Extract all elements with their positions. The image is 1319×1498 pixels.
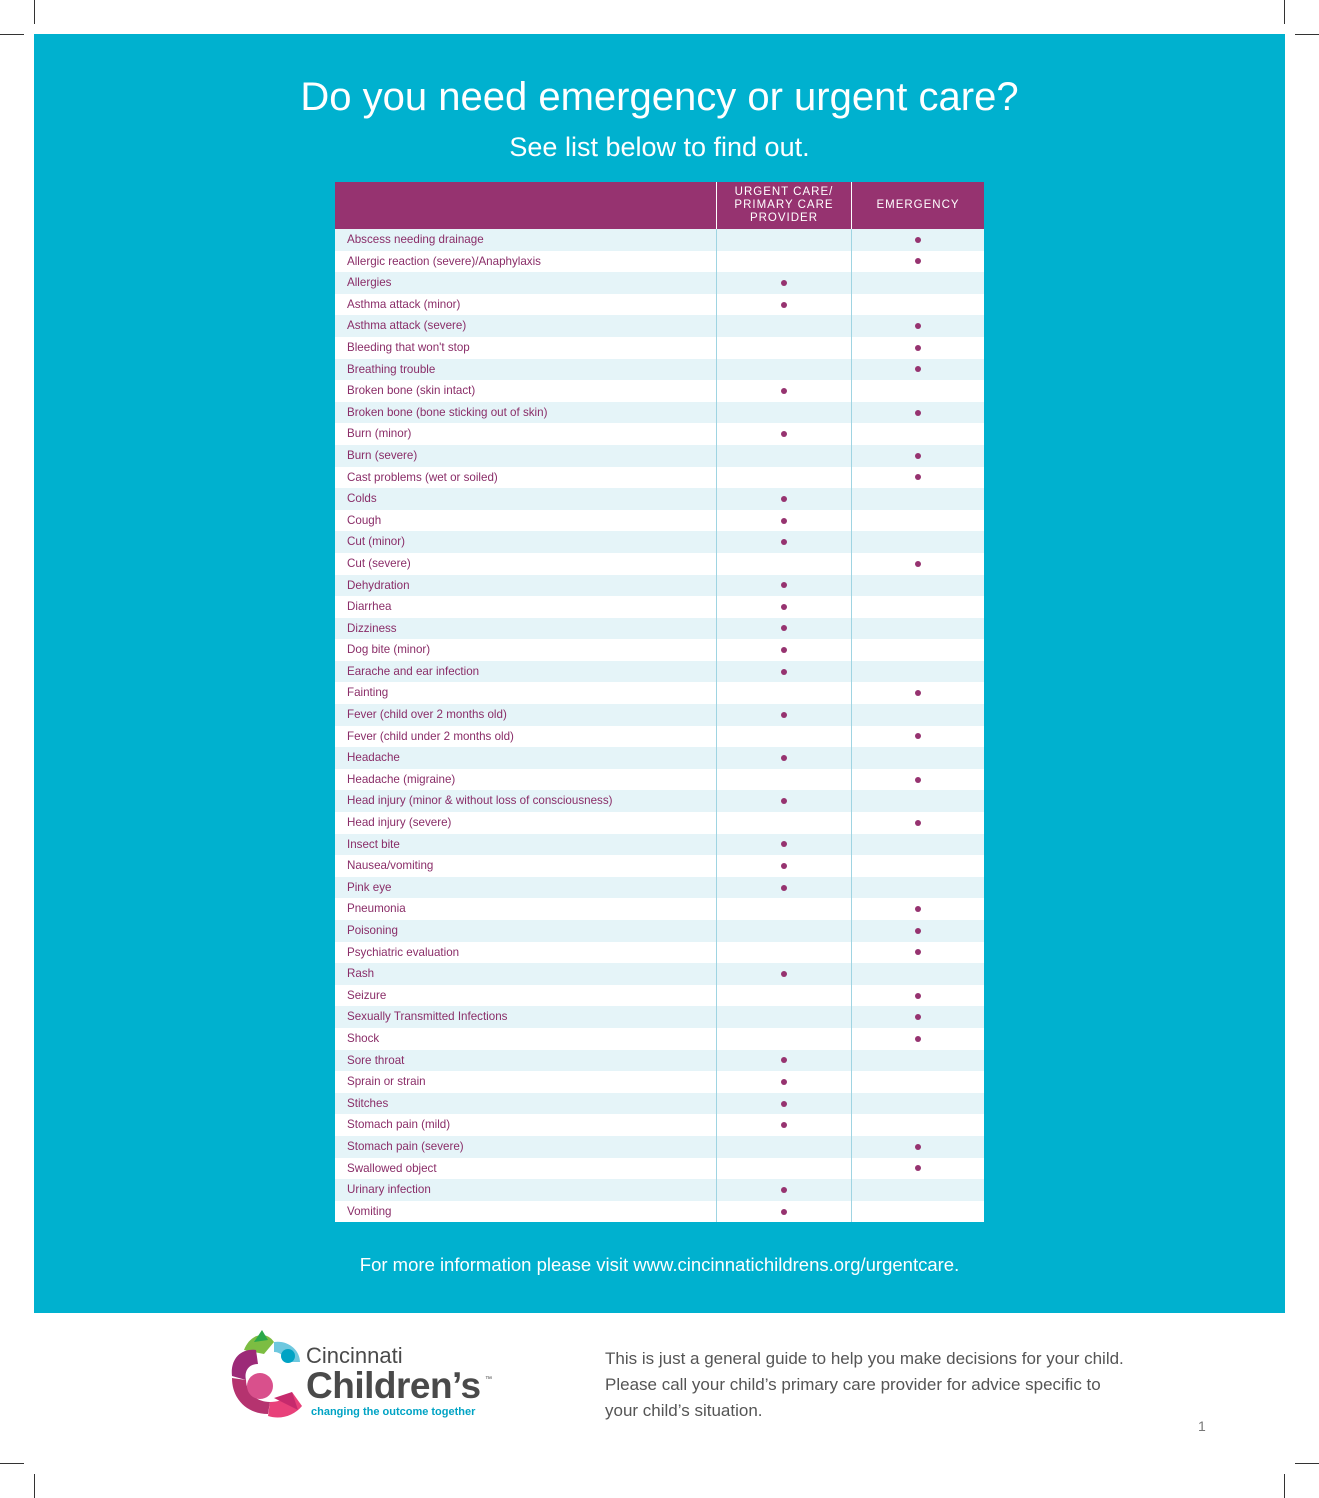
emergency-cell (852, 488, 984, 510)
bullet-dot-icon (915, 1036, 921, 1042)
emergency-cell (852, 531, 984, 553)
table-row (335, 596, 984, 618)
bullet-dot-icon (781, 647, 787, 653)
emergency-cell (852, 963, 984, 985)
bullet-dot-icon (781, 755, 787, 761)
table-row (335, 359, 984, 381)
condition-cell: Asthma attack (severe) (335, 315, 717, 337)
footer-note: This is just a general guide to help you make decisions for your child. Please call your child’s primary care provider for advice specific to your child’s situation. (605, 1349, 1124, 1420)
emergency-cell (852, 726, 984, 748)
emergency-cell (852, 704, 984, 726)
condition-cell: Burn (severe) (335, 445, 717, 467)
urgent-care-cell (717, 769, 852, 791)
table-row (335, 1136, 984, 1158)
bullet-dot-icon (781, 496, 787, 502)
condition-cell: Abscess needing drainage (335, 229, 717, 251)
condition-cell: Shock (335, 1028, 717, 1050)
bullet-dot-icon (781, 518, 787, 524)
emergency-cell (852, 380, 984, 402)
urgent-care-cell (717, 510, 852, 532)
logo-text-childrens: Children’s (306, 1365, 481, 1406)
condition-cell: Broken bone (skin intact) (335, 380, 717, 402)
condition-cell: Bleeding that won't stop (335, 337, 717, 359)
urgent-care-cell (717, 942, 852, 964)
emergency-cell (852, 402, 984, 424)
condition-cell: Breathing trouble (335, 359, 717, 381)
logo-text-cincinnati: Cincinnati (306, 1343, 403, 1368)
bullet-dot-icon (781, 1101, 787, 1107)
emergency-cell (852, 1093, 984, 1115)
bullet-dot-icon (781, 625, 787, 631)
urgent-care-cell (717, 963, 852, 985)
bullet-dot-icon (781, 388, 787, 394)
table-row (335, 445, 984, 467)
condition-cell: Headache (migraine) (335, 769, 717, 791)
table-row (335, 402, 984, 424)
bullet-dot-icon (781, 431, 787, 437)
table-row (335, 834, 984, 856)
table-row (335, 1071, 984, 1093)
urgent-care-cell (717, 1050, 852, 1072)
emergency-cell (852, 834, 984, 856)
table-row (335, 942, 984, 964)
table-row (335, 423, 984, 445)
emergency-cell (852, 575, 984, 597)
bullet-dot-icon (915, 777, 921, 783)
header-emergency: EMERGENCY (876, 199, 960, 211)
urgent-care-cell (717, 251, 852, 273)
urgent-care-cell (717, 704, 852, 726)
cincinnati-childrens-logo (226, 1328, 506, 1423)
emergency-cell (852, 251, 984, 273)
table-row (335, 380, 984, 402)
urgent-care-cell (717, 1136, 852, 1158)
emergency-cell (852, 1028, 984, 1050)
bullet-dot-icon (915, 366, 921, 372)
condition-cell: Allergies (335, 272, 717, 294)
condition-cell: Sprain or strain (335, 1071, 717, 1093)
urgent-care-cell (717, 315, 852, 337)
emergency-cell (852, 510, 984, 532)
urgent-care-cell (717, 1028, 852, 1050)
crop-mark (34, 1474, 35, 1498)
bullet-dot-icon (915, 820, 921, 826)
table-row (335, 682, 984, 704)
bullet-dot-icon (915, 1165, 921, 1171)
emergency-cell (852, 661, 984, 683)
urgent-care-cell (717, 1114, 852, 1136)
bullet-dot-icon (781, 280, 787, 286)
bullet-dot-icon (915, 733, 921, 739)
condition-cell: Cut (severe) (335, 553, 717, 575)
crop-mark (1284, 1474, 1285, 1498)
table-row (335, 898, 984, 920)
bullet-dot-icon (781, 885, 787, 891)
emergency-cell (852, 769, 984, 791)
table-row (335, 1050, 984, 1072)
table-row (335, 985, 984, 1007)
bullet-dot-icon (915, 561, 921, 567)
table-row (335, 553, 984, 575)
table-row (335, 488, 984, 510)
table-row (335, 315, 984, 337)
bullet-dot-icon (781, 1122, 787, 1128)
condition-cell: Sore throat (335, 1050, 717, 1072)
condition-cell: Nausea/vomiting (335, 855, 717, 877)
page-number: 1 (1198, 1418, 1206, 1434)
emergency-cell (852, 423, 984, 445)
table-header (335, 182, 984, 229)
logo-trademark: ™ (485, 1376, 492, 1383)
urgent-care-cell (717, 531, 852, 553)
condition-cell: Fever (child under 2 months old) (335, 726, 717, 748)
condition-cell: Head injury (severe) (335, 812, 717, 834)
urgent-care-cell (717, 294, 852, 316)
emergency-cell (852, 920, 984, 942)
table-row (335, 747, 984, 769)
urgent-care-cell (717, 618, 852, 640)
crop-mark (1284, 0, 1285, 24)
table-body (335, 229, 984, 1222)
emergency-cell (852, 467, 984, 489)
condition-cell: Asthma attack (minor) (335, 294, 717, 316)
urgent-care-cell (717, 855, 852, 877)
urgent-care-cell (717, 661, 852, 683)
condition-cell: Rash (335, 963, 717, 985)
bullet-dot-icon (915, 1014, 921, 1020)
condition-cell: Head injury (minor & without loss of consciousness) (335, 790, 717, 812)
emergency-cell (852, 1050, 984, 1072)
urgent-care-cell (717, 423, 852, 445)
bullet-dot-icon (781, 302, 787, 308)
condition-cell: Burn (minor) (335, 423, 717, 445)
bullet-dot-icon (915, 906, 921, 912)
bullet-dot-icon (781, 798, 787, 804)
table-row (335, 575, 984, 597)
condition-cell: Colds (335, 488, 717, 510)
condition-cell: Cut (minor) (335, 531, 717, 553)
bullet-dot-icon (915, 1144, 921, 1150)
table-row (335, 510, 984, 532)
table-row (335, 337, 984, 359)
condition-cell: Stitches (335, 1093, 717, 1115)
condition-cell: Fever (child over 2 months old) (335, 704, 717, 726)
urgent-care-cell (717, 229, 852, 251)
urgent-care-cell (717, 359, 852, 381)
emergency-cell (852, 337, 984, 359)
urgent-care-cell (717, 985, 852, 1007)
table-row (335, 790, 984, 812)
table-row (335, 272, 984, 294)
urgent-care-cell (717, 1201, 852, 1223)
table-row (335, 812, 984, 834)
urgent-care-cell (717, 337, 852, 359)
urgent-care-cell (717, 790, 852, 812)
urgent-care-cell (717, 553, 852, 575)
page-title: Do you need emergency or urgent care? (300, 75, 1019, 119)
condition-cell: Fainting (335, 682, 717, 704)
condition-cell: Urinary infection (335, 1179, 717, 1201)
table-row (335, 1201, 984, 1223)
urgent-care-cell (717, 1071, 852, 1093)
urgent-care-cell (717, 898, 852, 920)
condition-cell: Diarrhea (335, 596, 717, 618)
urgent-care-cell (717, 596, 852, 618)
urgent-care-cell (717, 445, 852, 467)
table-row (335, 726, 984, 748)
condition-cell: Dehydration (335, 575, 717, 597)
emergency-cell (852, 618, 984, 640)
table-row (335, 1006, 984, 1028)
emergency-cell (852, 294, 984, 316)
condition-cell: Cast problems (wet or soiled) (335, 467, 717, 489)
bullet-dot-icon (915, 949, 921, 955)
condition-cell: Earache and ear infection (335, 661, 717, 683)
table-row (335, 1158, 984, 1180)
bullet-dot-icon (781, 604, 787, 610)
emergency-cell (852, 553, 984, 575)
condition-cell: Swallowed object (335, 1158, 717, 1180)
emergency-cell (852, 272, 984, 294)
urgent-care-cell (717, 682, 852, 704)
page-subtitle: See list below to find out. (509, 132, 810, 162)
emergency-cell (852, 747, 984, 769)
urgent-care-cell (717, 747, 852, 769)
bullet-dot-icon (781, 1079, 787, 1085)
care-table (335, 182, 984, 1222)
emergency-cell (852, 1201, 984, 1223)
bullet-dot-icon (781, 712, 787, 718)
table-row (335, 963, 984, 985)
emergency-cell (852, 1136, 984, 1158)
emergency-cell (852, 985, 984, 1007)
condition-cell: Dog bite (minor) (335, 639, 717, 661)
urgent-care-cell (717, 639, 852, 661)
bullet-dot-icon (915, 323, 921, 329)
bullet-dot-icon (915, 453, 921, 459)
emergency-cell (852, 315, 984, 337)
crop-mark (0, 1463, 24, 1464)
table-row (335, 229, 984, 251)
bullet-dot-icon (915, 345, 921, 351)
crop-mark (34, 0, 35, 24)
bullet-dot-icon (781, 539, 787, 545)
condition-cell: Sexually Transmitted Infections (335, 1006, 717, 1028)
bullet-dot-icon (915, 690, 921, 696)
urgent-care-cell (717, 575, 852, 597)
emergency-cell (852, 1114, 984, 1136)
urgent-care-cell (717, 272, 852, 294)
emergency-cell (852, 898, 984, 920)
emergency-cell (852, 1071, 984, 1093)
condition-cell: Vomiting (335, 1201, 717, 1223)
emergency-cell (852, 942, 984, 964)
urgent-care-cell (717, 834, 852, 856)
bullet-dot-icon (781, 669, 787, 675)
bullet-dot-icon (781, 1187, 787, 1193)
table-row (335, 531, 984, 553)
bullet-dot-icon (781, 971, 787, 977)
bullet-dot-icon (781, 1057, 787, 1063)
urgent-care-cell (717, 488, 852, 510)
emergency-cell (852, 855, 984, 877)
emergency-cell (852, 229, 984, 251)
table-row (335, 920, 984, 942)
emergency-cell (852, 639, 984, 661)
bullet-dot-icon (781, 863, 787, 869)
condition-cell: Pneumonia (335, 898, 717, 920)
urgent-care-cell (717, 380, 852, 402)
urgent-care-cell (717, 467, 852, 489)
table-row (335, 704, 984, 726)
urgent-care-cell (717, 726, 852, 748)
condition-cell: Cough (335, 510, 717, 532)
urgent-care-cell (717, 877, 852, 899)
logo-tagline: changing the outcome together (311, 1406, 476, 1418)
condition-cell: Poisoning (335, 920, 717, 942)
urgent-care-cell (717, 1093, 852, 1115)
table-row (335, 639, 984, 661)
condition-cell: Pink eye (335, 877, 717, 899)
condition-cell: Broken bone (bone sticking out of skin) (335, 402, 717, 424)
table-row (335, 877, 984, 899)
condition-cell: Stomach pain (severe) (335, 1136, 717, 1158)
condition-cell: Stomach pain (mild) (335, 1114, 717, 1136)
bullet-dot-icon (915, 474, 921, 480)
condition-cell: Insect bite (335, 834, 717, 856)
header-urgent-care: URGENT CARE/ PRIMARY CARE PROVIDER (717, 182, 852, 229)
urgent-care-cell (717, 812, 852, 834)
condition-cell: Allergic reaction (severe)/Anaphylaxis (335, 251, 717, 273)
emergency-cell (852, 877, 984, 899)
table-row (335, 1114, 984, 1136)
crop-mark (1295, 34, 1319, 35)
emergency-cell (852, 790, 984, 812)
emergency-cell (852, 359, 984, 381)
table-row (335, 661, 984, 683)
bullet-dot-icon (781, 841, 787, 847)
urgent-care-cell (717, 1158, 852, 1180)
emergency-cell (852, 1158, 984, 1180)
table-row (335, 1179, 984, 1201)
header-condition-column (335, 182, 717, 229)
bullet-dot-icon (915, 410, 921, 416)
table-row (335, 467, 984, 489)
condition-cell: Psychiatric evaluation (335, 942, 717, 964)
bullet-dot-icon (781, 1209, 787, 1215)
urgent-care-cell (717, 1006, 852, 1028)
crop-mark (0, 34, 24, 35)
condition-cell: Seizure (335, 985, 717, 1007)
bullet-dot-icon (915, 993, 921, 999)
table-row (335, 769, 984, 791)
bullet-dot-icon (915, 237, 921, 243)
emergency-cell (852, 445, 984, 467)
logo-mark-icon (226, 1328, 308, 1420)
info-text: For more information please visit www.cincinnatichildrens.org/urgentcare. (359, 1254, 960, 1275)
table-row (335, 1028, 984, 1050)
emergency-cell (852, 1179, 984, 1201)
emergency-cell (852, 1006, 984, 1028)
urgent-care-cell (717, 402, 852, 424)
bullet-dot-icon (781, 582, 787, 588)
urgent-care-cell (717, 920, 852, 942)
bullet-dot-icon (915, 928, 921, 934)
crop-mark (1295, 1463, 1319, 1464)
table-row (335, 251, 984, 273)
table-row (335, 618, 984, 640)
table-row (335, 294, 984, 316)
emergency-cell (852, 596, 984, 618)
table-row (335, 1093, 984, 1115)
condition-cell: Headache (335, 747, 717, 769)
table-row (335, 855, 984, 877)
bullet-dot-icon (915, 258, 921, 264)
emergency-cell (852, 812, 984, 834)
urgent-care-cell (717, 1179, 852, 1201)
emergency-cell (852, 682, 984, 704)
condition-cell: Dizziness (335, 618, 717, 640)
